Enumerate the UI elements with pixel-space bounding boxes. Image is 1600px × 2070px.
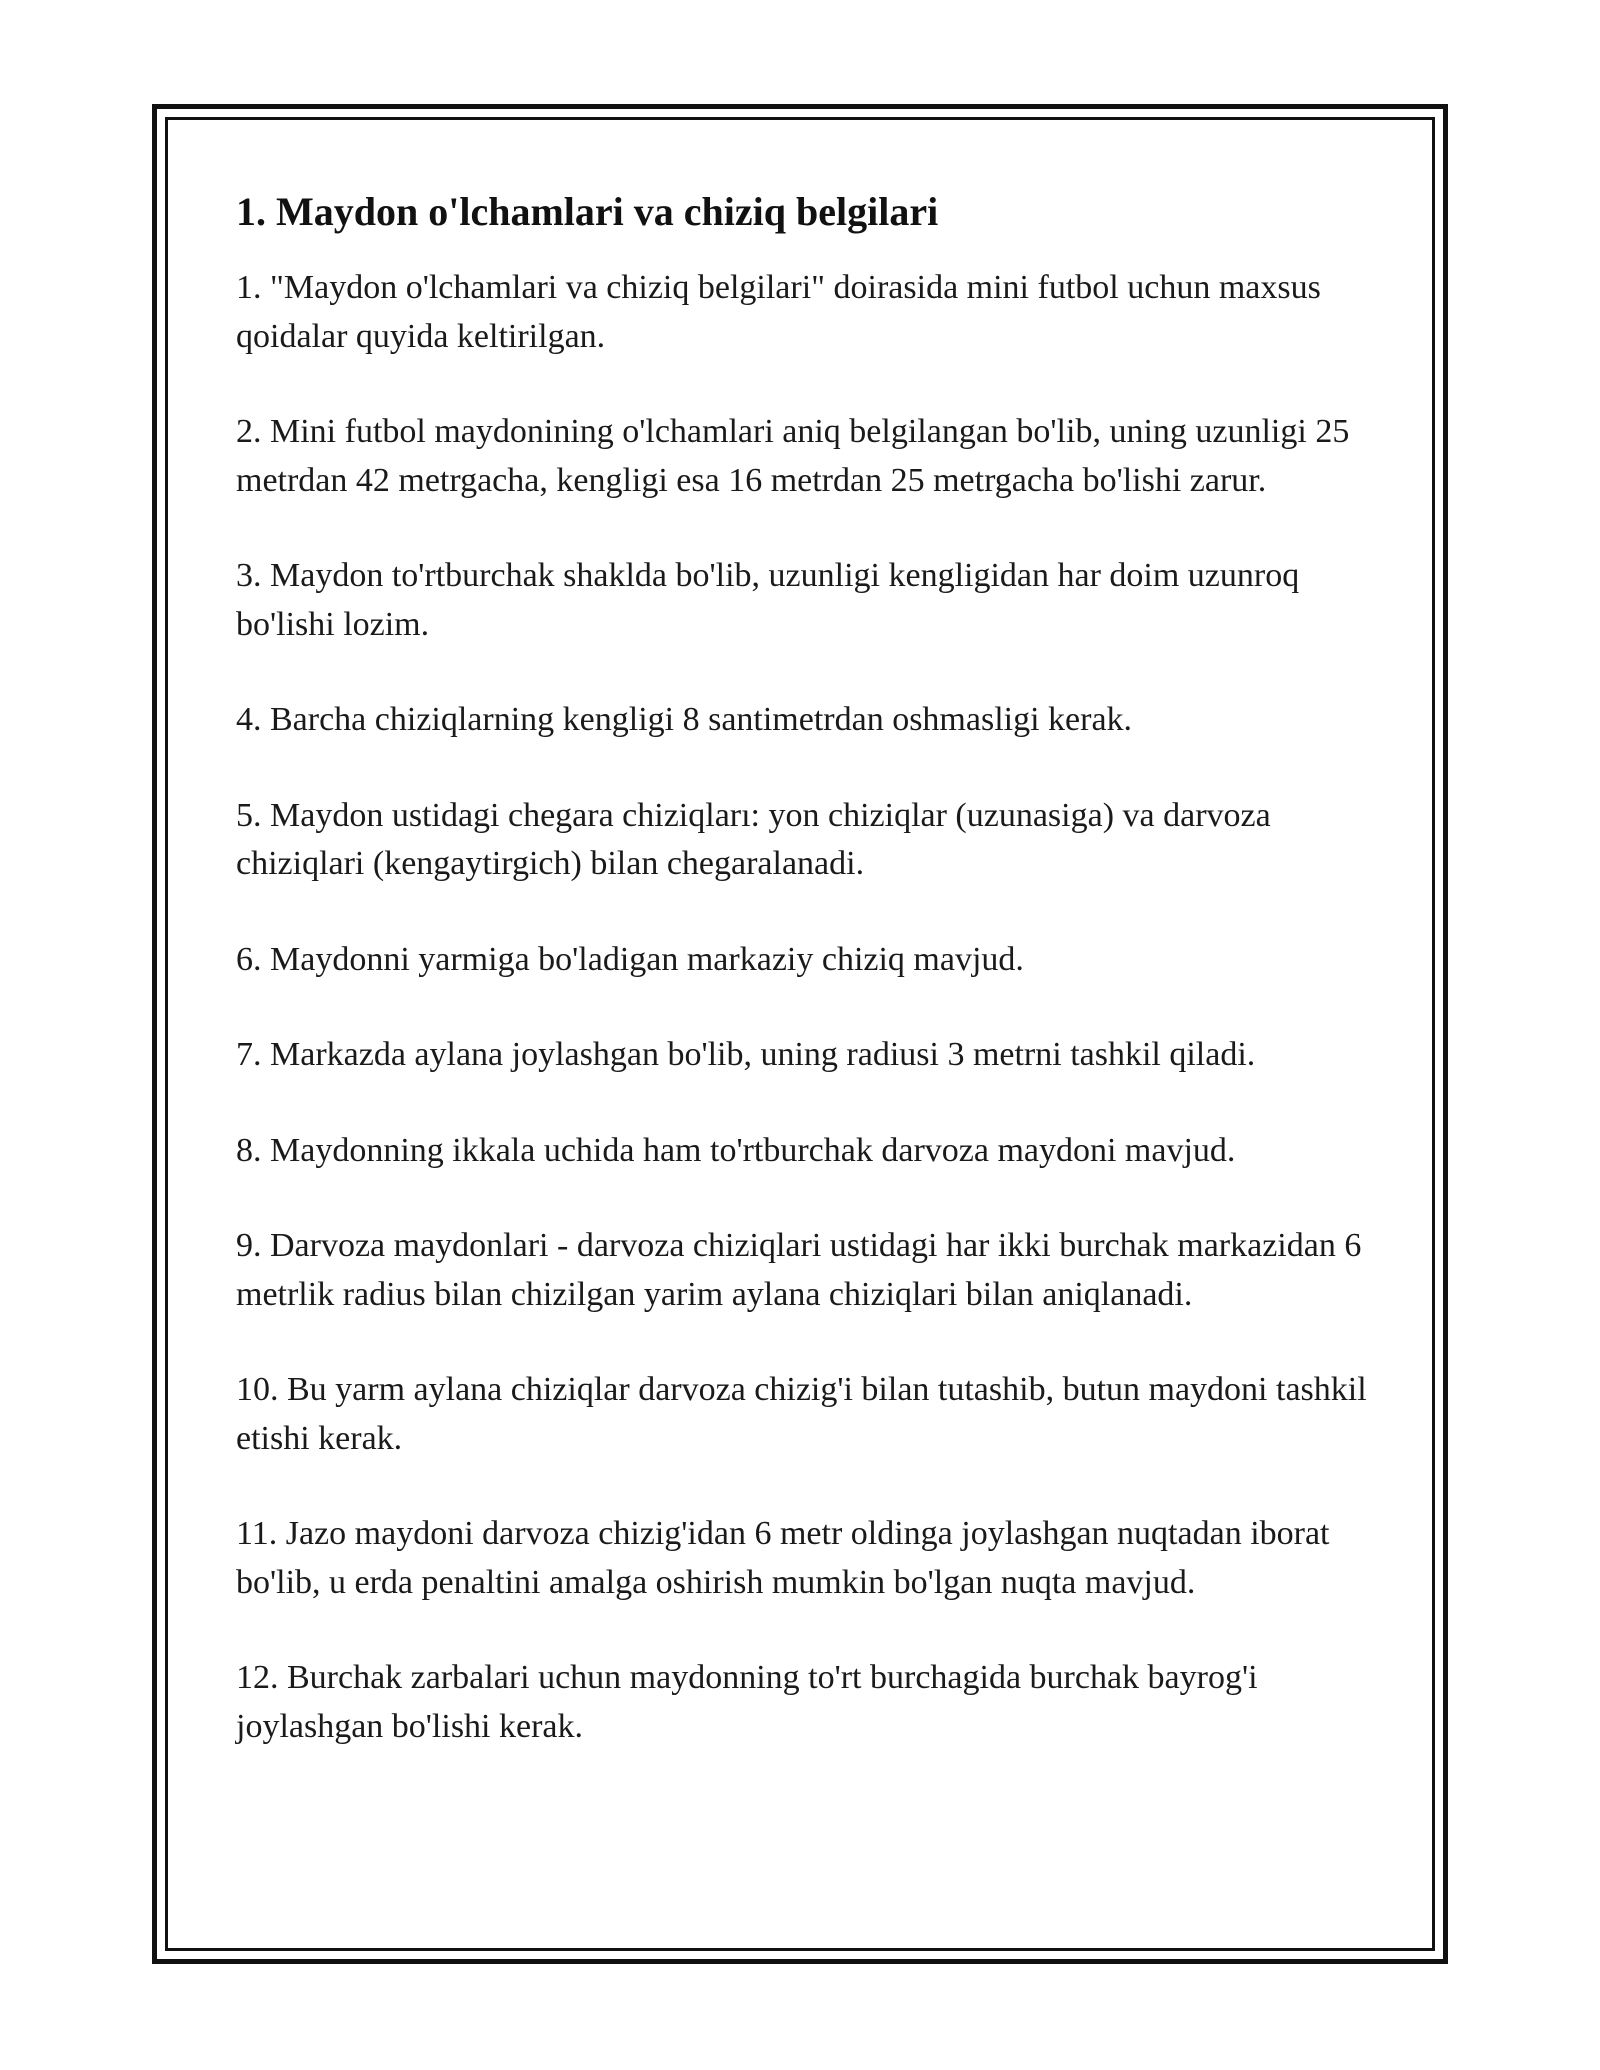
- rule-paragraph: 3. Maydon to'rtburchak shaklda bo'lib, uzunligi kengligidan har doim uzunroq bo'lishi lozim.: [236, 557, 1300, 643]
- section-title: 1. Maydon o'lchamlari va chiziq belgilari: [236, 189, 939, 234]
- rule-paragraph: 6. Maydonni yarmiga bo'ladigan markaziy chiziq mavjud.: [236, 940, 1024, 978]
- rule-paragraph: 5. Maydon ustidagi chegara chiziqları: yon chiziqlar (uzunasiga) va darvoza chiziqlari (kengaytirgich) bilan chegaralanadi.: [236, 796, 1271, 882]
- document-body: [236, 186, 1376, 1798]
- rule-paragraph: 1. "Maydon o'lchamlari va chiziq belgilari" doirasida mini futbol uchun maxsus qoidalar quyida keltirilgan.: [236, 269, 1321, 355]
- rule-paragraph: 11. Jazo maydoni darvoza chizig'idan 6 metr oldinga joylashgan nuqtadan iborat bo'lib, u erda penaltini amalga oshirish mumkin bo'lgan nuqta mavjud.: [236, 1515, 1330, 1601]
- rule-paragraph: 8. Maydonning ikkala uchida ham to'rtburchak darvoza maydoni mavjud.: [236, 1131, 1236, 1169]
- rule-paragraph: 10. Bu yarm aylana chiziqlar darvoza chizig'i bilan tutashib, butun maydoni tashkil etishi kerak.: [236, 1371, 1367, 1457]
- rules-list: [236, 264, 1376, 1751]
- rule-paragraph: 7. Markazda aylana joylashgan bo'lib, uning radiusi 3 metrni tashkil qiladi.: [236, 1036, 1256, 1073]
- rule-paragraph: 2. Mini futbol maydonining o'lchamlari aniq belgilangan bo'lib, uning uzunligi 25 metrdan 42 metrgacha, kengligi esa 16 metrdan 25 metrgacha bo'lishi zarur.: [236, 413, 1350, 499]
- rule-paragraph: 4. Barcha chiziqlarning kengligi 8 santimetrdan oshmasligi kerak.: [236, 701, 1133, 738]
- rule-paragraph: 12. Burchak zarbalari uchun maydonning to'rt burchagida burchak bayrog'i joylashgan bo'lishi kerak.: [236, 1659, 1258, 1745]
- rule-paragraph: 9. Darvoza maydonlari - darvoza chiziqlari ustidagi har ikki burchak markazidan 6 metrlik radius bilan chizilgan yarim aylana chiziqlari bilan aniqlanadi.: [236, 1227, 1362, 1313]
